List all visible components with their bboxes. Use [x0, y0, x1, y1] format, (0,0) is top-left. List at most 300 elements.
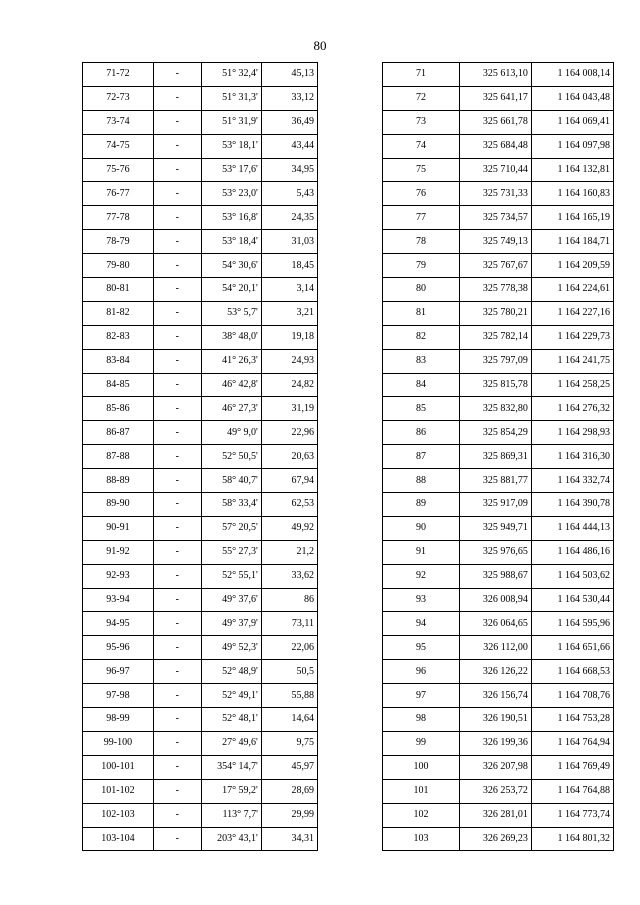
- dash-cell: -: [153, 397, 201, 421]
- x-coordinate-cell: 325 780,21: [460, 301, 532, 325]
- dash-cell: -: [153, 230, 201, 254]
- point-cell: 98: [383, 708, 460, 732]
- x-coordinate-cell: 326 064,65: [460, 612, 532, 636]
- segment-cell: 80-81: [83, 278, 154, 302]
- x-coordinate-cell: 326 126,22: [460, 660, 532, 684]
- segment-cell: 92-93: [83, 564, 154, 588]
- dash-cell: -: [153, 301, 201, 325]
- length-cell: 14,64: [261, 708, 317, 732]
- y-coordinate-cell: 1 164 530,44: [531, 588, 613, 612]
- angle-cell: 27° 49,6': [201, 731, 261, 755]
- table-row: [83, 612, 318, 636]
- table-row: [83, 206, 318, 230]
- dash-cell: -: [153, 779, 201, 803]
- dash-cell: -: [153, 684, 201, 708]
- length-cell: 31,19: [261, 397, 317, 421]
- table-row: [83, 755, 318, 779]
- dash-cell: -: [153, 636, 201, 660]
- y-coordinate-cell: 1 164 764,88: [531, 779, 613, 803]
- length-cell: 33,62: [261, 564, 317, 588]
- angle-cell: 57° 20,5': [201, 516, 261, 540]
- y-coordinate-cell: 1 164 209,59: [531, 254, 613, 278]
- y-coordinate-cell: 1 164 258,25: [531, 373, 613, 397]
- point-cell: 99: [383, 731, 460, 755]
- angle-cell: 49° 52,3': [201, 636, 261, 660]
- table-row: [83, 803, 318, 827]
- dash-cell: -: [153, 731, 201, 755]
- x-coordinate-cell: 325 832,80: [460, 397, 532, 421]
- segment-cell: 98-99: [83, 708, 154, 732]
- segment-cell: 93-94: [83, 588, 154, 612]
- dash-cell: -: [153, 254, 201, 278]
- point-cell: 73: [383, 110, 460, 134]
- length-cell: 18,45: [261, 254, 317, 278]
- table-row: [83, 588, 318, 612]
- length-cell: 3,14: [261, 278, 317, 302]
- table-row: [383, 110, 614, 134]
- dash-cell: -: [153, 469, 201, 493]
- length-cell: 24,93: [261, 349, 317, 373]
- y-coordinate-cell: 1 164 503,62: [531, 564, 613, 588]
- segment-cell: 94-95: [83, 612, 154, 636]
- point-cell: 77: [383, 206, 460, 230]
- dash-cell: -: [153, 373, 201, 397]
- segment-cell: 99-100: [83, 731, 154, 755]
- length-cell: 24,35: [261, 206, 317, 230]
- y-coordinate-cell: 1 164 241,75: [531, 349, 613, 373]
- point-cell: 74: [383, 134, 460, 158]
- angle-cell: 51° 31,9': [201, 110, 261, 134]
- table-row: [383, 421, 614, 445]
- table-row: [383, 755, 614, 779]
- length-cell: 28,69: [261, 779, 317, 803]
- dash-cell: -: [153, 755, 201, 779]
- table-row: [83, 254, 318, 278]
- y-coordinate-cell: 1 164 390,78: [531, 493, 613, 517]
- angle-cell: 53° 18,4': [201, 230, 261, 254]
- table-row: [83, 63, 318, 87]
- table-row: [83, 182, 318, 206]
- table-row: [83, 564, 318, 588]
- point-cell: 102: [383, 803, 460, 827]
- segment-cell: 89-90: [83, 493, 154, 517]
- table-row: [383, 564, 614, 588]
- table-row: [83, 325, 318, 349]
- segments-table: [82, 62, 318, 851]
- point-cell: 84: [383, 373, 460, 397]
- segment-cell: 102-103: [83, 803, 154, 827]
- x-coordinate-cell: 325 734,57: [460, 206, 532, 230]
- length-cell: 55,88: [261, 684, 317, 708]
- dash-cell: -: [153, 206, 201, 230]
- segment-cell: 72-73: [83, 86, 154, 110]
- point-cell: 75: [383, 158, 460, 182]
- x-coordinate-cell: 326 199,36: [460, 731, 532, 755]
- angle-cell: 58° 33,4': [201, 493, 261, 517]
- table-row: [383, 134, 614, 158]
- table-row: [83, 684, 318, 708]
- dash-cell: -: [153, 827, 201, 851]
- y-coordinate-cell: 1 164 708,76: [531, 684, 613, 708]
- angle-cell: 46° 42,8': [201, 373, 261, 397]
- dash-cell: -: [153, 564, 201, 588]
- angle-cell: 53° 16,8': [201, 206, 261, 230]
- angle-cell: 51° 31,3': [201, 86, 261, 110]
- angle-cell: 53° 17,6': [201, 158, 261, 182]
- segment-cell: 73-74: [83, 110, 154, 134]
- table-row: [383, 445, 614, 469]
- segment-cell: 75-76: [83, 158, 154, 182]
- length-cell: 45,97: [261, 755, 317, 779]
- length-cell: 19,18: [261, 325, 317, 349]
- table-row: [383, 731, 614, 755]
- length-cell: 62,53: [261, 493, 317, 517]
- angle-cell: 53° 5,7': [201, 301, 261, 325]
- segment-cell: 87-88: [83, 445, 154, 469]
- dash-cell: -: [153, 63, 201, 87]
- y-coordinate-cell: 1 164 229,73: [531, 325, 613, 349]
- point-cell: 96: [383, 660, 460, 684]
- y-coordinate-cell: 1 164 651,66: [531, 636, 613, 660]
- table-row: [383, 182, 614, 206]
- table-row: [83, 636, 318, 660]
- x-coordinate-cell: 325 815,78: [460, 373, 532, 397]
- segment-cell: 101-102: [83, 779, 154, 803]
- angle-cell: 54° 30,6': [201, 254, 261, 278]
- table-row: [383, 803, 614, 827]
- table-row: [383, 349, 614, 373]
- y-coordinate-cell: 1 164 764,94: [531, 731, 613, 755]
- y-coordinate-cell: 1 164 668,53: [531, 660, 613, 684]
- table-row: [383, 588, 614, 612]
- angle-cell: 58° 40,7': [201, 469, 261, 493]
- point-cell: 71: [383, 63, 460, 87]
- table-row: [83, 421, 318, 445]
- x-coordinate-cell: 326 281,01: [460, 803, 532, 827]
- dash-cell: -: [153, 516, 201, 540]
- table-row: [83, 469, 318, 493]
- point-cell: 79: [383, 254, 460, 278]
- dash-cell: -: [153, 182, 201, 206]
- table-row: [383, 278, 614, 302]
- segment-cell: 100-101: [83, 755, 154, 779]
- table-row: [83, 373, 318, 397]
- table-row: [383, 660, 614, 684]
- table-row: [83, 445, 318, 469]
- x-coordinate-cell: 325 782,14: [460, 325, 532, 349]
- x-coordinate-cell: 325 778,38: [460, 278, 532, 302]
- angle-cell: 17° 59,2': [201, 779, 261, 803]
- dash-cell: -: [153, 86, 201, 110]
- angle-cell: 49° 37,6': [201, 588, 261, 612]
- dash-cell: -: [153, 803, 201, 827]
- angle-cell: 113° 7,7': [201, 803, 261, 827]
- dash-cell: -: [153, 349, 201, 373]
- segment-cell: 90-91: [83, 516, 154, 540]
- y-coordinate-cell: 1 164 298,93: [531, 421, 613, 445]
- y-coordinate-cell: 1 164 444,13: [531, 516, 613, 540]
- length-cell: 67,94: [261, 469, 317, 493]
- table-row: [83, 779, 318, 803]
- x-coordinate-cell: 325 684,48: [460, 134, 532, 158]
- x-coordinate-cell: 325 613,10: [460, 63, 532, 87]
- segment-cell: 71-72: [83, 63, 154, 87]
- dash-cell: -: [153, 612, 201, 636]
- table-row: [383, 230, 614, 254]
- y-coordinate-cell: 1 164 132,81: [531, 158, 613, 182]
- table-row: [83, 134, 318, 158]
- x-coordinate-cell: 325 881,77: [460, 469, 532, 493]
- y-coordinate-cell: 1 164 097,98: [531, 134, 613, 158]
- y-coordinate-cell: 1 164 332,74: [531, 469, 613, 493]
- x-coordinate-cell: 326 207,98: [460, 755, 532, 779]
- segment-cell: 97-98: [83, 684, 154, 708]
- table-row: [83, 493, 318, 517]
- length-cell: 86: [261, 588, 317, 612]
- angle-cell: 53° 18,1': [201, 134, 261, 158]
- length-cell: 34,31: [261, 827, 317, 851]
- length-cell: 29,99: [261, 803, 317, 827]
- table-row: [383, 540, 614, 564]
- length-cell: 49,92: [261, 516, 317, 540]
- x-coordinate-cell: 326 008,94: [460, 588, 532, 612]
- point-cell: 89: [383, 493, 460, 517]
- table-row: [383, 636, 614, 660]
- point-cell: 94: [383, 612, 460, 636]
- point-cell: 90: [383, 516, 460, 540]
- y-coordinate-cell: 1 164 069,41: [531, 110, 613, 134]
- dash-cell: -: [153, 445, 201, 469]
- point-cell: 80: [383, 278, 460, 302]
- table-row: [83, 230, 318, 254]
- x-coordinate-cell: 326 253,72: [460, 779, 532, 803]
- segment-cell: 74-75: [83, 134, 154, 158]
- table-row: [383, 301, 614, 325]
- table-row: [83, 110, 318, 134]
- page-number: 80: [313, 38, 327, 53]
- segment-cell: 85-86: [83, 397, 154, 421]
- table-row: [383, 827, 614, 851]
- x-coordinate-cell: 325 869,31: [460, 445, 532, 469]
- length-cell: 33,12: [261, 86, 317, 110]
- segment-cell: 79-80: [83, 254, 154, 278]
- y-coordinate-cell: 1 164 184,71: [531, 230, 613, 254]
- dash-cell: -: [153, 708, 201, 732]
- dash-cell: -: [153, 134, 201, 158]
- point-cell: 86: [383, 421, 460, 445]
- x-coordinate-cell: 325 949,71: [460, 516, 532, 540]
- y-coordinate-cell: 1 164 276,32: [531, 397, 613, 421]
- table-row: [383, 516, 614, 540]
- point-cell: 72: [383, 86, 460, 110]
- x-coordinate-cell: 325 661,78: [460, 110, 532, 134]
- point-cell: 78: [383, 230, 460, 254]
- length-cell: 22,06: [261, 636, 317, 660]
- length-cell: 31,03: [261, 230, 317, 254]
- length-cell: 36,49: [261, 110, 317, 134]
- x-coordinate-cell: 326 112,00: [460, 636, 532, 660]
- x-coordinate-cell: 325 749,13: [460, 230, 532, 254]
- length-cell: 34,95: [261, 158, 317, 182]
- table-row: [383, 206, 614, 230]
- table-row: [383, 397, 614, 421]
- angle-cell: 54° 20,1': [201, 278, 261, 302]
- table-row: [383, 493, 614, 517]
- point-cell: 93: [383, 588, 460, 612]
- table-row: [383, 684, 614, 708]
- table-row: [383, 63, 614, 87]
- table-row: [83, 731, 318, 755]
- table-row: [383, 373, 614, 397]
- y-coordinate-cell: 1 164 043,48: [531, 86, 613, 110]
- table-row: [83, 540, 318, 564]
- segment-cell: 78-79: [83, 230, 154, 254]
- point-cell: 103: [383, 827, 460, 851]
- length-cell: 5,43: [261, 182, 317, 206]
- length-cell: 43,44: [261, 134, 317, 158]
- y-coordinate-cell: 1 164 801,32: [531, 827, 613, 851]
- point-cell: 76: [383, 182, 460, 206]
- table-row: [383, 325, 614, 349]
- table-row: [383, 254, 614, 278]
- table-row: [83, 397, 318, 421]
- point-cell: 101: [383, 779, 460, 803]
- point-cell: 81: [383, 301, 460, 325]
- dash-cell: -: [153, 493, 201, 517]
- x-coordinate-cell: 325 917,09: [460, 493, 532, 517]
- y-coordinate-cell: 1 164 316,30: [531, 445, 613, 469]
- table-row: [383, 469, 614, 493]
- segment-cell: 86-87: [83, 421, 154, 445]
- x-coordinate-cell: 325 988,67: [460, 564, 532, 588]
- segment-cell: 82-83: [83, 325, 154, 349]
- table-row: [383, 612, 614, 636]
- table-row: [383, 158, 614, 182]
- x-coordinate-cell: 325 641,17: [460, 86, 532, 110]
- table-row: [83, 278, 318, 302]
- length-cell: 21,2: [261, 540, 317, 564]
- y-coordinate-cell: 1 164 753,28: [531, 708, 613, 732]
- segment-cell: 96-97: [83, 660, 154, 684]
- table-row: [383, 86, 614, 110]
- y-coordinate-cell: 1 164 773,74: [531, 803, 613, 827]
- dash-cell: -: [153, 158, 201, 182]
- angle-cell: 49° 9,0': [201, 421, 261, 445]
- angle-cell: 354° 14,7': [201, 755, 261, 779]
- y-coordinate-cell: 1 164 224,61: [531, 278, 613, 302]
- angle-cell: 52° 48,1': [201, 708, 261, 732]
- segment-cell: 84-85: [83, 373, 154, 397]
- x-coordinate-cell: 325 854,29: [460, 421, 532, 445]
- angle-cell: 52° 48,9': [201, 660, 261, 684]
- angle-cell: 51° 32,4': [201, 63, 261, 87]
- point-cell: 87: [383, 445, 460, 469]
- dash-cell: -: [153, 660, 201, 684]
- y-coordinate-cell: 1 164 227,16: [531, 301, 613, 325]
- point-cell: 92: [383, 564, 460, 588]
- length-cell: 73,11: [261, 612, 317, 636]
- length-cell: 24,82: [261, 373, 317, 397]
- y-coordinate-cell: 1 164 165,19: [531, 206, 613, 230]
- point-cell: 82: [383, 325, 460, 349]
- angle-cell: 49° 37,9': [201, 612, 261, 636]
- segment-cell: 76-77: [83, 182, 154, 206]
- table-row: [83, 301, 318, 325]
- segment-cell: 88-89: [83, 469, 154, 493]
- angle-cell: 52° 55,1': [201, 564, 261, 588]
- table-row: [383, 779, 614, 803]
- dash-cell: -: [153, 278, 201, 302]
- y-coordinate-cell: 1 164 160,83: [531, 182, 613, 206]
- point-cell: 91: [383, 540, 460, 564]
- segment-cell: 103-104: [83, 827, 154, 851]
- x-coordinate-cell: 326 269,23: [460, 827, 532, 851]
- table-row: [83, 158, 318, 182]
- angle-cell: 203° 43,1': [201, 827, 261, 851]
- dash-cell: -: [153, 110, 201, 134]
- angle-cell: 52° 50,5': [201, 445, 261, 469]
- length-cell: 20,63: [261, 445, 317, 469]
- dash-cell: -: [153, 325, 201, 349]
- angle-cell: 53° 23,0': [201, 182, 261, 206]
- x-coordinate-cell: 326 190,51: [460, 708, 532, 732]
- length-cell: 9,75: [261, 731, 317, 755]
- point-cell: 100: [383, 755, 460, 779]
- dash-cell: -: [153, 421, 201, 445]
- table-row: [83, 86, 318, 110]
- table-row: [83, 708, 318, 732]
- length-cell: 22,96: [261, 421, 317, 445]
- y-coordinate-cell: 1 164 769,49: [531, 755, 613, 779]
- point-cell: 95: [383, 636, 460, 660]
- table-row: [83, 660, 318, 684]
- table-row: [83, 516, 318, 540]
- x-coordinate-cell: 326 156,74: [460, 684, 532, 708]
- point-cell: 85: [383, 397, 460, 421]
- y-coordinate-cell: 1 164 595,96: [531, 612, 613, 636]
- x-coordinate-cell: 325 976,65: [460, 540, 532, 564]
- x-coordinate-cell: 325 767,67: [460, 254, 532, 278]
- table-row: [83, 827, 318, 851]
- point-cell: 97: [383, 684, 460, 708]
- angle-cell: 46° 27,3': [201, 397, 261, 421]
- length-cell: 3,21: [261, 301, 317, 325]
- segment-cell: 91-92: [83, 540, 154, 564]
- angle-cell: 41° 26,3': [201, 349, 261, 373]
- y-coordinate-cell: 1 164 486,16: [531, 540, 613, 564]
- segment-cell: 83-84: [83, 349, 154, 373]
- dash-cell: -: [153, 540, 201, 564]
- point-cell: 83: [383, 349, 460, 373]
- angle-cell: 55° 27,3': [201, 540, 261, 564]
- point-cell: 88: [383, 469, 460, 493]
- dash-cell: -: [153, 588, 201, 612]
- segment-cell: 81-82: [83, 301, 154, 325]
- x-coordinate-cell: 325 731,33: [460, 182, 532, 206]
- length-cell: 50,5: [261, 660, 317, 684]
- angle-cell: 52° 49,1': [201, 684, 261, 708]
- segment-cell: 77-78: [83, 206, 154, 230]
- y-coordinate-cell: 1 164 008,14: [531, 63, 613, 87]
- x-coordinate-cell: 325 797,09: [460, 349, 532, 373]
- table-row: [383, 708, 614, 732]
- coordinates-table: [382, 62, 614, 851]
- angle-cell: 38° 48,0': [201, 325, 261, 349]
- x-coordinate-cell: 325 710,44: [460, 158, 532, 182]
- length-cell: 45,13: [261, 63, 317, 87]
- segment-cell: 95-96: [83, 636, 154, 660]
- table-row: [83, 349, 318, 373]
